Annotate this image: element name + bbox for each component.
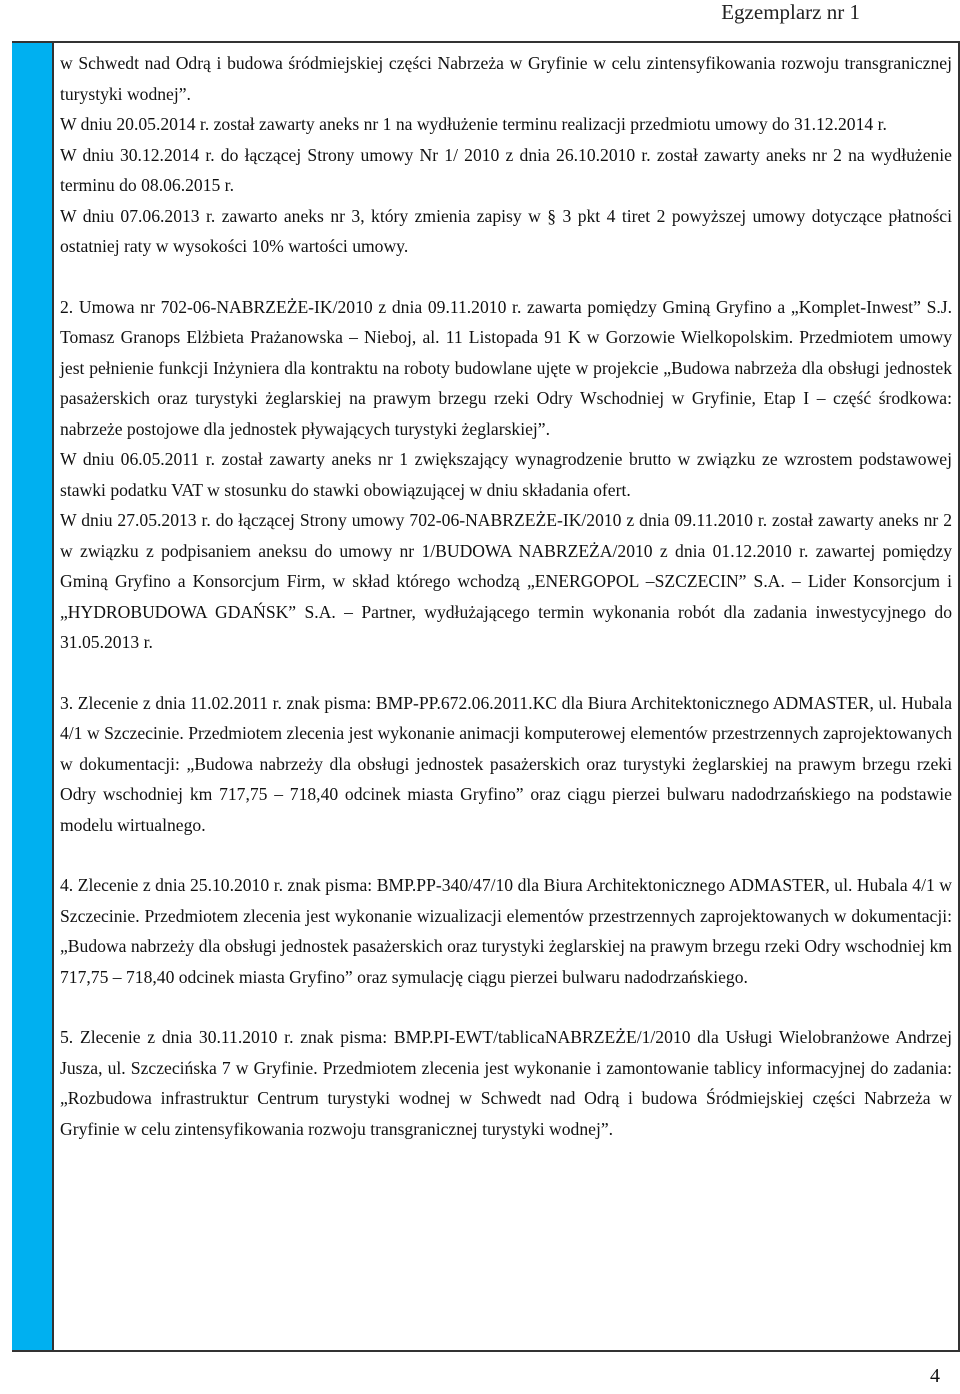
paragraph: W dniu 07.06.2013 r. zawarto aneks nr 3, który zmienia zapisy w § 3 pkt 4 tiret 2 powyższej umowy dotyczące płatności ostatniej raty w wysokości 10% wartości umowy. bbox=[60, 205, 952, 256]
paragraph: 5. Zlecenie z dnia 30.11.2010 r. znak pisma: BMP.PI-EWT/tablicaNABRZEŻE/1/2010 dla Usługi Wielobranżowe Andrzej Jusza, ul. Szczecińska 7 w Gryfinie. Przedmiotem zlecenia jest wykonanie i zamontowanie tablicy informacyjnej do zadania: „Rozbudowa infrastruktur Centrum turystyki wodnej w Schwedt nad Odrą i budowa Śródmiejskiej części Nabrzeża w Gryfinie w celu zintensyfikowania rozwoju transgranicznej turystyki wodnej”. bbox=[60, 1027, 952, 1139]
paragraph: W dniu 30.12.2014 r. do łączącej Strony umowy Nr 1/ 2010 z dnia 26.10.2010 r. został zawarty aneks nr 2 na wydłużenie terminu do 08.06.2015 r. bbox=[60, 144, 952, 195]
document-frame bbox=[12, 41, 960, 1352]
paragraph: W dniu 06.05.2011 r. został zawarty aneks nr 1 zwiększający wynagrodzenie brutto w związku ze wzrostem podstawowej stawki podatku VAT w stosunku do stawki obowiązującej w dniu składania ofert. bbox=[60, 449, 952, 500]
paragraph: w Schwedt nad Odrą i budowa śródmiejskiej części Nabrzeża w Gryfinie w celu zintensyfikowania rozwoju transgranicznej turystyki wodnej”. bbox=[60, 53, 952, 104]
page-number: 4 bbox=[930, 1365, 940, 1387]
spacer bbox=[60, 840, 952, 870]
document-body bbox=[60, 48, 952, 1144]
paragraph: 4. Zlecenie z dnia 25.10.2010 r. znak pisma: BMP.PP-340/47/10 dla Biura Architektonicznego ADMASTER, ul. Hubala 4/1 w Szczecinie. Przedmiotem zlecenia jest wykonanie wizualizacji elementów przestrzennych zaprojektowanych w dokumentacji: „Budowa nabrzeży dla obsługi jednostek pasażerskich oraz turystyki żeglarskiej na prawym brzegu rzeki Odry wschodniej km 717,75 – 718,40 odcinek miasta Gryfino” oraz symulację ciągu pierzei bulwaru nadodrzańskiego. bbox=[60, 875, 952, 987]
spacer bbox=[60, 992, 952, 1022]
left-color-strip bbox=[12, 43, 54, 1350]
paragraph: W dniu 27.05.2013 r. do łączącej Strony umowy 702-06-NABRZEŻE-IK/2010 z dnia 09.11.2010 r. został zawarty aneks nr 2 w związku z podpisaniem aneksu do umowy nr 1/BUDOWA NABRZEŻA/2010 z dnia 01.12.2010 r. zawartej pomiędzy Gminą Gryfino a Konsorcjum Firm, w skład którego wchodzą „ENERGOPOL –SZCZECIN” S.A. – Lider Konsorcjum i „HYDROBUDOWA GDAŃSK” S.A. – Partner, wydłużającego termin wykonania robót dla zadania inwestycyjnego do 31.05.2013 r. bbox=[60, 510, 952, 652]
paragraph: W dniu 20.05.2014 r. został zawarty aneks nr 1 na wydłużenie terminu realizacji przedmiotu umowy do 31.12.2014 r. bbox=[60, 114, 887, 134]
paragraph: 3. Zlecenie z dnia 11.02.2011 r. znak pisma: BMP-PP.672.06.2011.KC dla Biura Architektonicznego ADMASTER, ul. Hubala 4/1 w Szczecinie. Przedmiotem zlecenia jest wykonanie animacji komputerowej elementów przestrzennych zaprojektowanych w dokumentacji: „Budowa nabrzeży dla obsługi jednostek pasażerskich oraz turystyki żeglarskiej na prawym brzegu rzeki Odry wschodniej km 717,75 – 718,40 odcinek miasta Gryfino” oraz ciągu pierzei bulwaru nadodrzańskiego na podstawie modelu wirtualnego. bbox=[60, 692, 952, 835]
paragraph: 2. Umowa nr 702-06-NABRZEŻE-IK/2010 z dnia 09.11.2010 r. zawarta pomiędzy Gminą Gryfino a „Komplet-Inwest” S.J. Tomasz Granops Elżbieta Prażanowska – Nieboj, al. 11 Listopada 91 K w Gorzowie Wielkopolskim. Przedmiotem umowy jest pełnienie funkcji Inżyniera dla kontraktu na roboty budowlane ujęte w projekcie „Budowa nabrzeża dla obsługi jednostek pasażerskich oraz turystyki żeglarskiej na prawym brzegu rzeki Odry Wschodniej w Gryfinie, Etap I – część środkowa: nabrzeże postojowe dla jednostek pływających turystyki żeglarskiej”. bbox=[60, 296, 952, 439]
copy-label: Egzemplarz nr 1 bbox=[721, 0, 860, 24]
spacer bbox=[60, 262, 952, 292]
spacer bbox=[60, 658, 952, 688]
